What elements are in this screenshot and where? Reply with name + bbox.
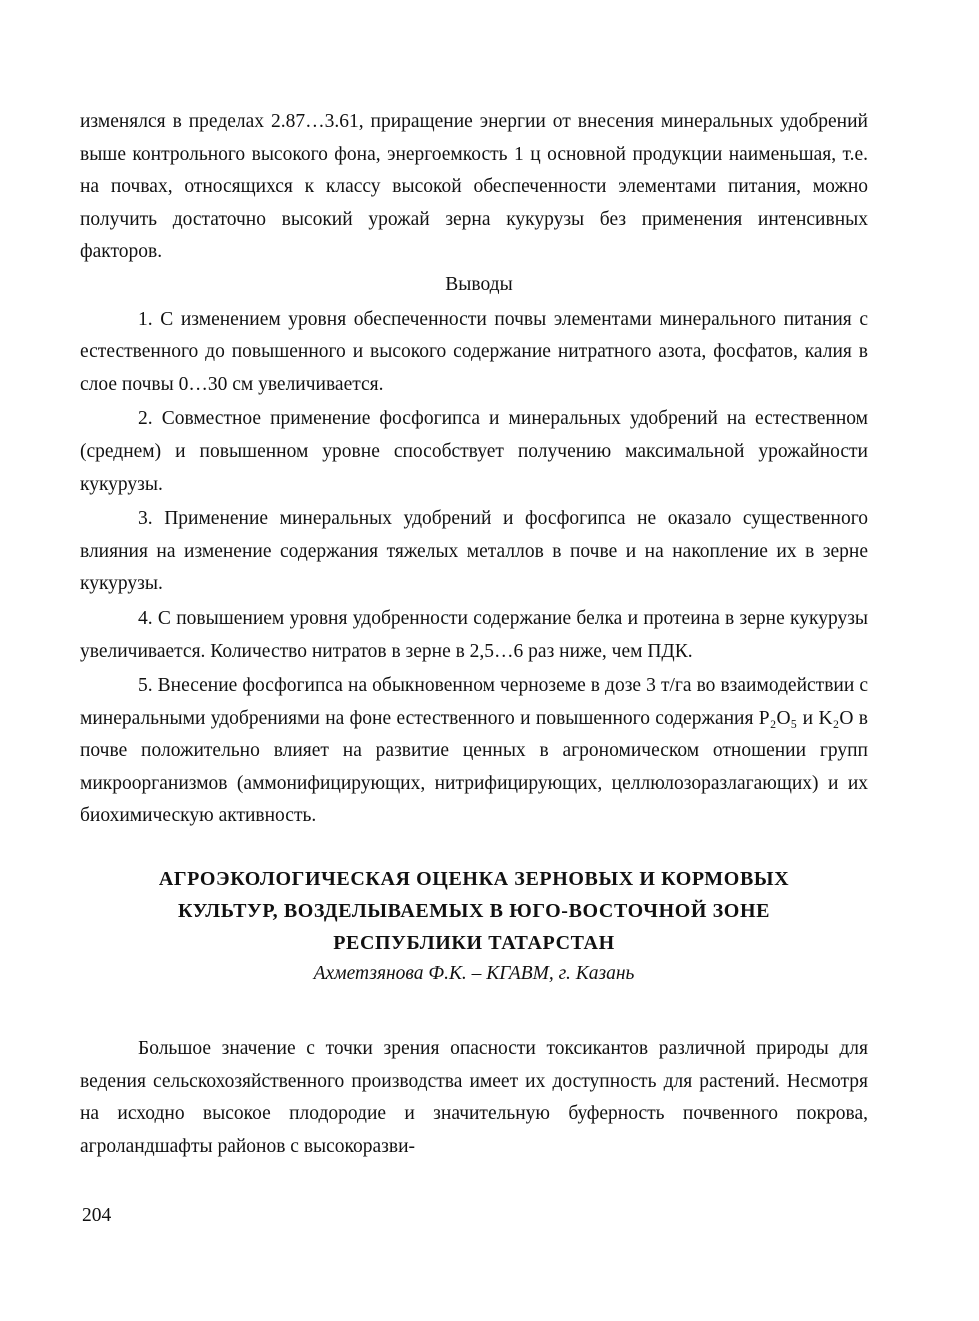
page-number: 204 <box>82 1205 112 1226</box>
document-page <box>80 106 868 1163</box>
conclusion-item-1: 1. С изменением уровня обеспеченности почвы элементами минерального питания с естественного до повышенного и высокого содержание нитратного азота, фосфатов, калия в слое почвы 0…30 см увеличивается. <box>80 308 868 395</box>
article-title-line-1: АГРОЭКОЛОГИЧЕСКАЯ ОЦЕНКА ЗЕРНОВЫХ И КОРМОВЫХ <box>158 868 790 891</box>
conclusion-item-5-part-a: 5. Внесение фосфогипса на обыкновенном черноземе в дозе 3 т/га во взаимодействии с минеральными удобрениями на фоне естественного и повышенного содержания <box>80 675 868 729</box>
conclusion-item-4: 4. С повышением уровня удобренности содержание белка и протеина в зерне кукурузы увеличивается. Количество нитратов в зерне в 2,5…6 раз ниже, чем ПДК. <box>80 607 868 662</box>
conclusion-item-3: 3. Применение минеральных удобрений и фосфогипса не оказало существенного влияния на изменение содержания тяжелых металлов в почве и на накопление их в зерне кукурузы. <box>80 508 868 595</box>
continuation-paragraph: изменялся в пределах 2.87…3.61, приращение энергии от внесения минеральных удобрений выше контрольного высокого фона, энергоемкость 1 ц основной продукции наименьшая, т.е. на почвах, относящихся к классу высокой обеспеченности элементами питания, можно получить достаточно высокий урожай зерна кукурузы без применения интенсивных факторов. <box>80 111 868 263</box>
article-first-paragraph: Большое значение с точки зрения опасности токсикантов различной природы для ведения сельскохозяйственного производства имеет их доступность для растений. Несмотря на исходно высокое плодородие и значительную буферность почвенного покрова, агроландшафты районов с высокоразви- <box>80 1038 868 1157</box>
conclusion-item-5-part-b: в почве положительно влияет на развитие ценных в агрономическом отношении групп микроорганизмов (аммонифицирующих, нитрифицирующих, целлюлозоразлагающих) и их биохимическую активность. <box>80 707 868 827</box>
article-title-line-2: КУЛЬТУР, ВОЗДЕЛЫВАЕМЫХ В ЮГО-ВОСТОЧНОЙ ЗОНЕ <box>177 900 771 923</box>
conclusion-item-2: 2. Совместное применение фосфогипса и минеральных удобрений на естественном (среднем) и повышенном уровне способствует получению максимальной урожайности кукурузы. <box>80 408 868 495</box>
conclusion-item-5 <box>80 670 868 833</box>
formula-k2o: K₂O <box>818 707 854 729</box>
article-title <box>80 863 868 959</box>
article-title-line-3: РЕСПУБЛИКИ ТАТАРСТАН <box>333 932 615 955</box>
conclusions-heading: Выводы <box>445 273 513 295</box>
formula-p2o5: P₂O₅ <box>758 707 798 729</box>
conclusion-item-5-conjunction: и <box>797 707 819 729</box>
article-author: Ахметзянова Ф.К. – КГАВМ, г. Казань <box>313 963 635 985</box>
